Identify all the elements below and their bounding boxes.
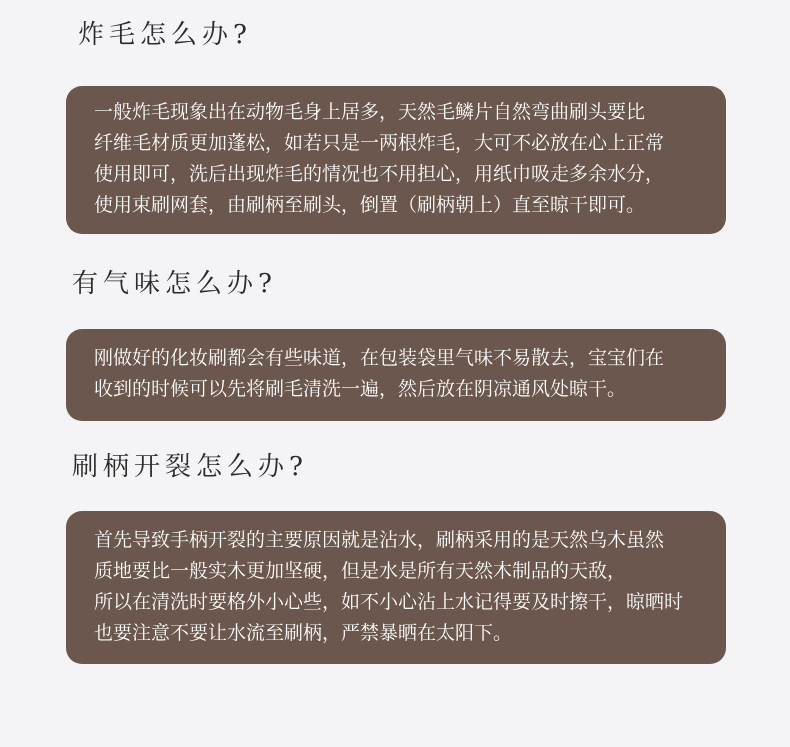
answer-line: 纤维毛材质更加蓬松，如若只是一两根炸毛，大可不必放在心上正常: [94, 132, 665, 154]
answer-line: 一般炸毛现象出在动物毛身上居多，天然毛鳞片自然弯曲刷头要比: [94, 101, 646, 123]
answer-line: 使用束刷网套，由刷柄至刷头，倒置（刷柄朝上）直至晾干即可。: [94, 194, 646, 216]
answer-card-frizz: [66, 86, 726, 234]
section-title-odor: 有气味怎么办?: [72, 269, 277, 299]
answer-card-handle-crack: [66, 511, 726, 664]
answer-line: 质地要比一般实木更加坚硬，但是水是所有天然木制品的天敌，: [94, 560, 627, 582]
answer-line: 也要注意不要让水流至刷柄，严禁暴晒在太阳下。: [94, 622, 513, 644]
answer-line: 刚做好的化妆刷都会有些味道，在包装袋里气味不易散去，宝宝们在: [94, 347, 665, 369]
answer-card-odor: [66, 329, 726, 421]
answer-line: 首先导致手柄开裂的主要原因就是沾水，刷柄采用的是天然乌木虽然: [94, 529, 665, 551]
answer-line: 所以在清洗时要格外小心些，如不小心沾上水记得要及时擦干，晾晒时: [94, 591, 684, 613]
answer-line: 使用即可，洗后出现炸毛的情况也不用担心，用纸巾吸走多余水分，: [94, 163, 665, 185]
answer-line: 收到的时候可以先将刷毛清洗一遍，然后放在阴凉通风处晾干。: [94, 378, 627, 400]
section-title-frizz: 炸毛怎么办?: [78, 20, 252, 50]
section-title-handle-crack: 刷柄开裂怎么办?: [72, 452, 308, 482]
